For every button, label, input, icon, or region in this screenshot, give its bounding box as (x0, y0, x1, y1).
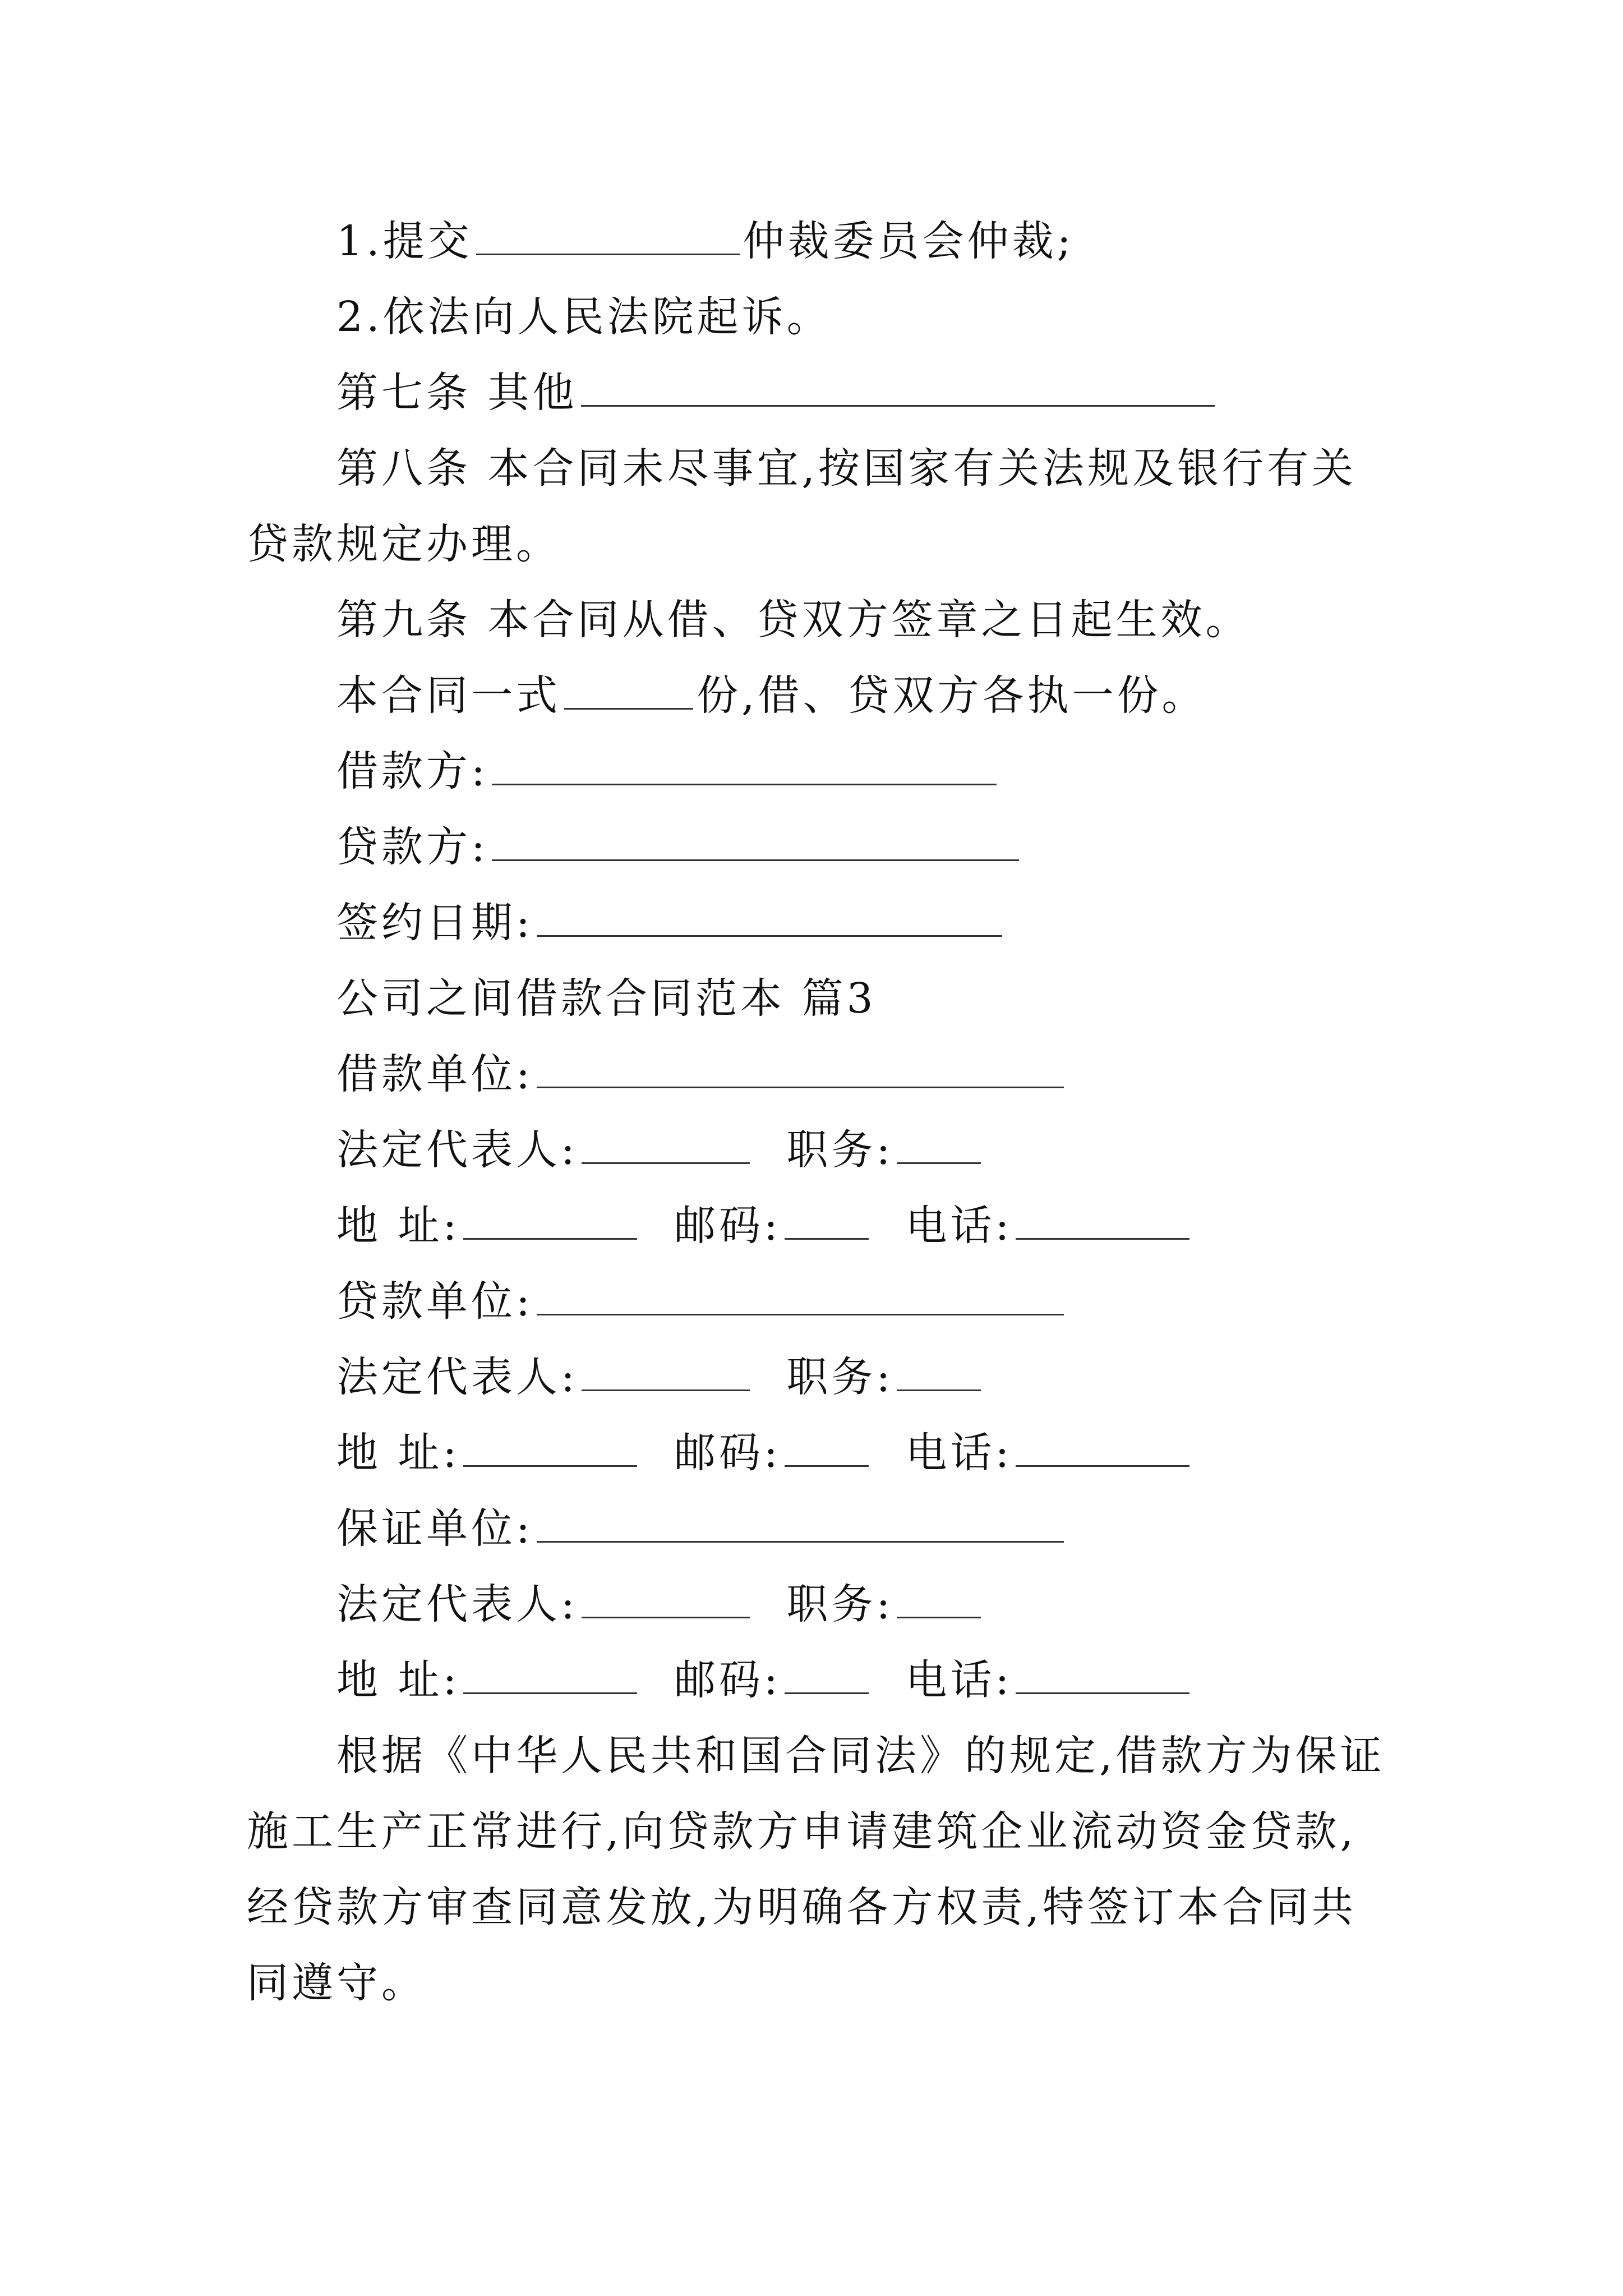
blank-borrowing-unit[interactable] (537, 1047, 1064, 1088)
blank-postcode[interactable] (785, 1426, 869, 1467)
blank-position[interactable] (897, 1577, 981, 1618)
postcode-label: 邮码: (674, 1656, 781, 1704)
blank-lender[interactable] (492, 820, 1019, 861)
borrowing-unit (336, 1046, 1067, 1102)
blank-representative[interactable] (582, 1577, 750, 1618)
blank-address[interactable] (463, 1426, 637, 1467)
article-8-line-1: 第八条 本合同未尽事宜,按国家有关法规及银行有关 (336, 444, 1357, 493)
address-label: 地 址: (336, 1202, 460, 1250)
article-7 (336, 365, 1218, 421)
clause-arbitration (336, 213, 1075, 269)
article-7-label: 第七条 其他 (336, 369, 578, 417)
preamble-line-2: 施工生产正常进行,向贷款方申请建筑企业流动资金贷款, (247, 1807, 1357, 1856)
blank-guarantor-unit[interactable] (537, 1502, 1064, 1543)
guarantor-unit-label: 保证单位: (336, 1504, 533, 1553)
lender-label: 贷款方: (336, 823, 488, 871)
lending-representative (336, 1349, 984, 1405)
lender-signature (336, 819, 1022, 875)
blank-copies[interactable] (564, 669, 693, 710)
blank-borrower[interactable] (492, 744, 997, 785)
representative-label: 法定代表人: (336, 1353, 578, 1401)
blank-postcode[interactable] (785, 1199, 869, 1240)
clause-text: 1.提交 (336, 217, 473, 265)
postcode-label: 邮码: (674, 1202, 781, 1250)
representative-label: 法定代表人: (336, 1126, 578, 1174)
clause-text: 仲裁委员会仲裁; (743, 217, 1075, 265)
blank-signing-date[interactable] (537, 896, 1002, 937)
preamble-line-3: 经贷款方审查同意发放,为明确各方权责,特签订本合同共 (247, 1883, 1357, 1931)
copies-text: 份,借、贷双方各执一份。 (697, 671, 1207, 720)
position-label: 职务: (786, 1580, 894, 1628)
article-9: 第九条 本合同从借、贷双方签章之日起生效。 (336, 596, 1251, 644)
signing-date (336, 895, 1006, 951)
address-label: 地 址: (336, 1656, 460, 1704)
borrower-label: 借款方: (336, 747, 488, 795)
blank-phone[interactable] (1016, 1426, 1189, 1467)
clause-lawsuit: 2.依法向人民法院起诉。 (336, 293, 832, 341)
copies-text: 本合同一式 (336, 671, 561, 720)
phone-label: 电话: (905, 1202, 1013, 1250)
guarantor-representative (336, 1576, 984, 1632)
preamble-line-1: 根据《中华人民共和国合同法》的规定,借款方为保证 (336, 1732, 1385, 1780)
postcode-label: 邮码: (674, 1429, 781, 1477)
blank-arbitration-commission[interactable] (476, 214, 740, 255)
section-title: 公司之间借款合同范本 篇3 (336, 974, 877, 1023)
borrower-signature (336, 743, 1000, 799)
preamble-line-4: 同遵守。 (247, 1959, 426, 2007)
blank-article-7[interactable] (581, 366, 1215, 407)
signing-date-label: 签约日期: (336, 899, 533, 947)
borrowing-representative (336, 1122, 984, 1178)
blank-representative[interactable] (582, 1123, 750, 1164)
blank-phone[interactable] (1016, 1653, 1189, 1694)
blank-postcode[interactable] (785, 1653, 869, 1694)
borrowing-unit-label: 借款单位: (336, 1050, 533, 1098)
phone-label: 电话: (905, 1656, 1013, 1704)
article-8-line-2: 贷款规定办理。 (247, 520, 561, 568)
position-label: 职务: (786, 1126, 894, 1174)
blank-position[interactable] (897, 1123, 981, 1164)
blank-address[interactable] (463, 1199, 637, 1240)
lending-unit (336, 1273, 1067, 1329)
address-label: 地 址: (336, 1429, 460, 1477)
blank-address[interactable] (463, 1653, 637, 1694)
blank-phone[interactable] (1016, 1199, 1189, 1240)
guarantor-address (336, 1652, 1193, 1708)
phone-label: 电话: (905, 1429, 1013, 1477)
guarantor-unit (336, 1501, 1067, 1557)
borrowing-address (336, 1198, 1193, 1254)
copies-line (336, 668, 1207, 724)
position-label: 职务: (786, 1353, 894, 1401)
lending-address (336, 1425, 1193, 1481)
blank-lending-unit[interactable] (537, 1274, 1064, 1315)
representative-label: 法定代表人: (336, 1580, 578, 1628)
blank-representative[interactable] (582, 1350, 750, 1391)
blank-position[interactable] (897, 1350, 981, 1391)
lending-unit-label: 贷款单位: (336, 1277, 533, 1326)
